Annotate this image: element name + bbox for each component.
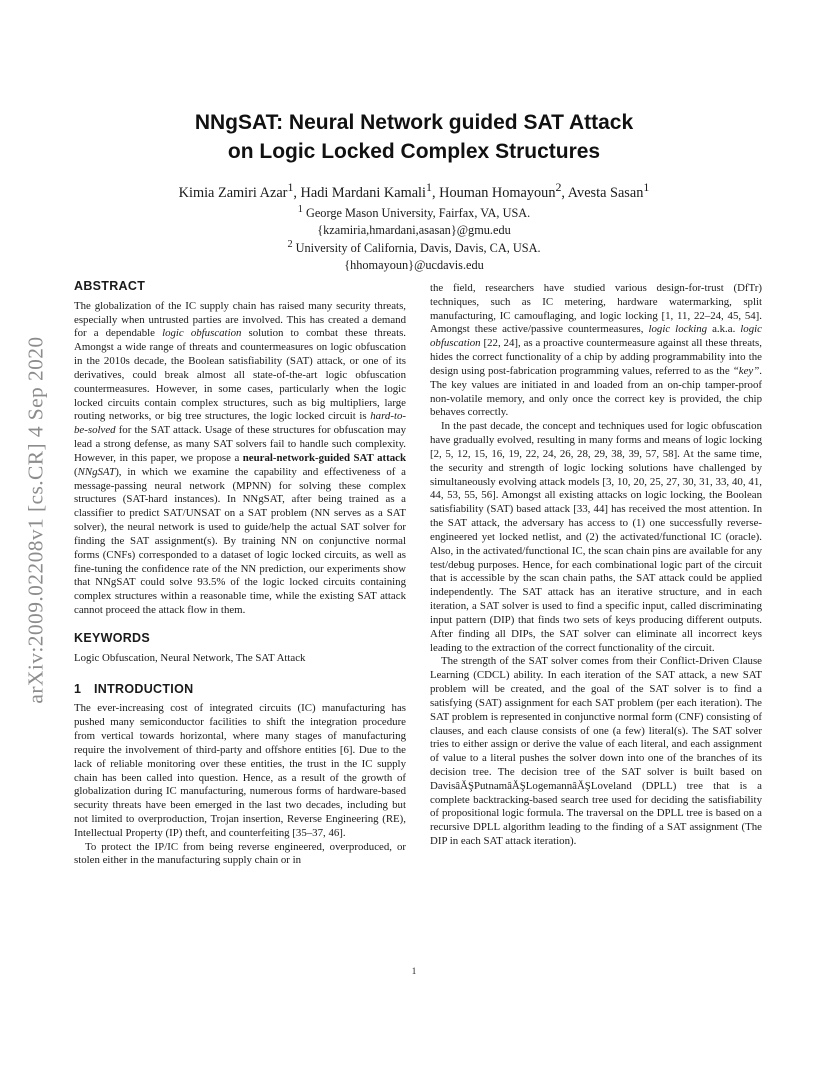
paper-title bbox=[0, 108, 828, 166]
author-name: Kimia Zamiri Azar$^1$ bbox=[178, 180, 294, 201]
affiliation-1-marker: 1 bbox=[297, 204, 303, 215]
title-line-1: NNgSAT: Neural Network guided SAT Attack bbox=[194, 111, 634, 134]
abstract-heading: ABSTRACT bbox=[74, 279, 146, 293]
abstract-body: The globalization of the IC supply chain has raised many security threats, especially when untrusted parties are involved. This has created a demand for a dependable logic obfuscation solution to combat these threats. Amongst a wide range of threats and countermeasures on logic obfuscation in the 2010s decade, the Boolean satisfiability (SAT) attack, or one of its derivatives, could break almost all state-of-the-art logic obfuscation countermeasures. However, in some cases, particularly when the logic locked circuits contain complex structures, such as big multipliers, large routing networks, or big tree structures, the logic locked circuit is hard-to-be-solved for the SAT attack. Usage of these structures for obfuscation may lead a strong defense, as many SAT solvers fail to handle such complexity. However, in this paper, we propose a neural-network-guided SAT attack (NNgSAT), in which we examine the capability and effectiveness of a message-passing neural network (MPNN) for solving these complex structures (SAT-hard instances). In NNgSAT, after being trained as a classifier to predict SAT/UNSAT on a SAT problem (NN serves as a SAT solver), the neural network is used to guide/help the actual SAT solver for finding the SAT assignment(s). By training NN on conjunctive normal forms (CNFs) corresponded to a dataset of logic locked circuits, as well as fine-tuning the confidence rate of the NN prediction, our experiments show that NNgSAT could solve 93.5% of the logic locked circuits containing complex structures within a reasonable time, while the existing SAT attack cannot proceed the attack flow in them. bbox=[74, 299, 407, 617]
affiliation-2-email: {hhomayoun}@ucdavis.edu bbox=[344, 258, 484, 273]
keywords-heading: KEYWORDS bbox=[74, 630, 151, 645]
arxiv-sidebar-stamp bbox=[18, 290, 54, 750]
left-column bbox=[74, 280, 406, 868]
affiliation-2 bbox=[0, 236, 828, 274]
affiliation-1 bbox=[0, 201, 828, 239]
author-list: Kimia Zamiri Azar$^1$, Hadi Mardani Kamali$^1$, Houman Homayoun$^2$, Avesta Sasan$^1$ bbox=[178, 180, 650, 201]
author-name: Hadi Mardani Kamali$^1$ bbox=[300, 180, 432, 201]
section-number: 1 bbox=[74, 681, 82, 696]
intro-paragraph: the field, researchers have studied various design-for-trust (DfTr) techniques, such as IC metering, hardware watermarking, split manufacturing, IC camouflaging, and logic locking [1, 11, 22–24, 45, 54]. Amongst these active/passive countermeasures, logic locking a.k.a. logic obfuscation [22, 24], as a proactive countermeasure against all these threats, hides the correct functionality of a chip by adding programmability into the design using post-fabrication programming values, referred to as the “key”. The key values are initiated in and loaded from an on-chip tamper-proof non-volatile memory, and only once the correct key is provided, the chip behaves correctly. bbox=[430, 282, 762, 419]
intro-paragraph: The strength of the SAT solver comes from their Conflict-Driven Clause Learning (CDCL) ability. In each iteration of the SAT attack, a new SAT problem will be created, and the goal of the SAT solver is to find a satisfying (SAT) assignment for each SAT problem (per each iteration). The SAT problem is represented in conjunctive normal form (CNF) consisting of clauses, and each clause consists of one (a few) literal(s). The SAT solver tries to either assign or derive the value of each literal, and each assignment of value to a literal pushes the solver down into one of the branches of its decision tree. The decision tree of the SAT solver is built based on DavisâĂŞPutnamâĂŞLogemannâĂŞLoveland (DPLL) tree that is a complete backtracking-based search tree used for deciding the satisfiability of propositional logic formula. The traversal on the DPLL tree is based on a recursive DPLL algorithm leading to the finding of a SAT assignment (The DIP in each SAT attack iteration). bbox=[430, 655, 762, 848]
arxiv-identifier: arXiv:2009.02208v1 [cs.CR] 4 Sep 2020 bbox=[23, 336, 48, 704]
author-name: Houman Homayoun$^2$ bbox=[439, 180, 562, 201]
intro-paragraph: In the past decade, the concept and techniques used for logic obfuscation have gradually evolved, resulting in many forms and means of logic locking [2, 5, 12, 15, 16, 19, 22, 24, 26, 28, 29, 38, 39, 57, 58]. At the same time, the security and strength of logic locking solutions have challenged by simultaneously evolving attack models [3, 10, 20, 25, 27, 30, 31, 33, 40, 41, 44, 53, 55, 56]. Amongst all existing attacks on logic locking, the Boolean satisfiability (SAT) based attack [33, 44] has received the most attention. In the SAT attack, the adversary has access to (1) one successfully reverse-engineered yet locked netlist, and (2) the activated/functional IC (oracle). Also, in the activated/functional IC, the scan chain pins are available for any test/debug purposes. Hence, for each combinational logic part of the circuit that is accessible by the scan chain paths, the SAT attack could be applied independently. The SAT attack has an iterative structure, and in each iteration, a SAT solver is used to find a specific input, called discriminating input pattern (DIP) that finds two sets of keys producing different outputs. After finding all DIPs, the SAT solver can eliminate all incorrect keys leading to the extraction of the correct functionality of the circuit. bbox=[430, 420, 762, 654]
author-name: Avesta Sasan$^1$ bbox=[567, 180, 650, 201]
affiliation-1-email: {kzamiria,hmardani,asasan}@gmu.edu bbox=[317, 223, 511, 238]
author-affiliation-marker: 1 bbox=[643, 180, 650, 194]
keywords-body: Logic Obfuscation, Neural Network, The SAT Attack bbox=[74, 651, 306, 664]
section-title: INTRODUCTION bbox=[94, 681, 194, 696]
title-line-2: on Logic Locked Complex Structures bbox=[227, 140, 601, 163]
author-affiliation-marker: 1 bbox=[287, 180, 294, 194]
author-affiliation-marker: 1 bbox=[426, 180, 432, 194]
affiliation-2-marker: 2 bbox=[287, 239, 293, 250]
intro-paragraph: To protect the IP/IC from being reverse engineered, overproduced, or stolen either in the manufacturing supply chain or in bbox=[74, 840, 406, 867]
right-column bbox=[430, 282, 762, 849]
page-number: 1 bbox=[411, 966, 417, 976]
introduction-heading bbox=[74, 683, 406, 697]
author-affiliation-marker: 2 bbox=[555, 180, 562, 194]
intro-paragraph: The ever-increasing cost of integrated circuits (IC) manufacturing has pushed many semiconductor facilities to shift the integration procedure from vertical towards horizontal, where many stages of manufacturing require the involvement of third-party and offshore entities [6]. Due to the lack of reliable monitoring over these entities, the trust in the IC supply chain has been called into question. Hence, as a result of the growth of globalization during IC manufacturing, numerous forms of hardware-based security threats have been emerged in the last two decades, including but not limited to overproduction, Trojan insertion, Reverse Engineering (RE), Intellectual Property (IP) theft, and counterfeiting [35–37, 46]. bbox=[74, 702, 406, 839]
affiliation-1-name: George Mason University, Fairfax, VA, USA. bbox=[305, 206, 531, 221]
affiliation-2-name: University of California, Davis, Davis, CA, USA. bbox=[295, 241, 541, 256]
